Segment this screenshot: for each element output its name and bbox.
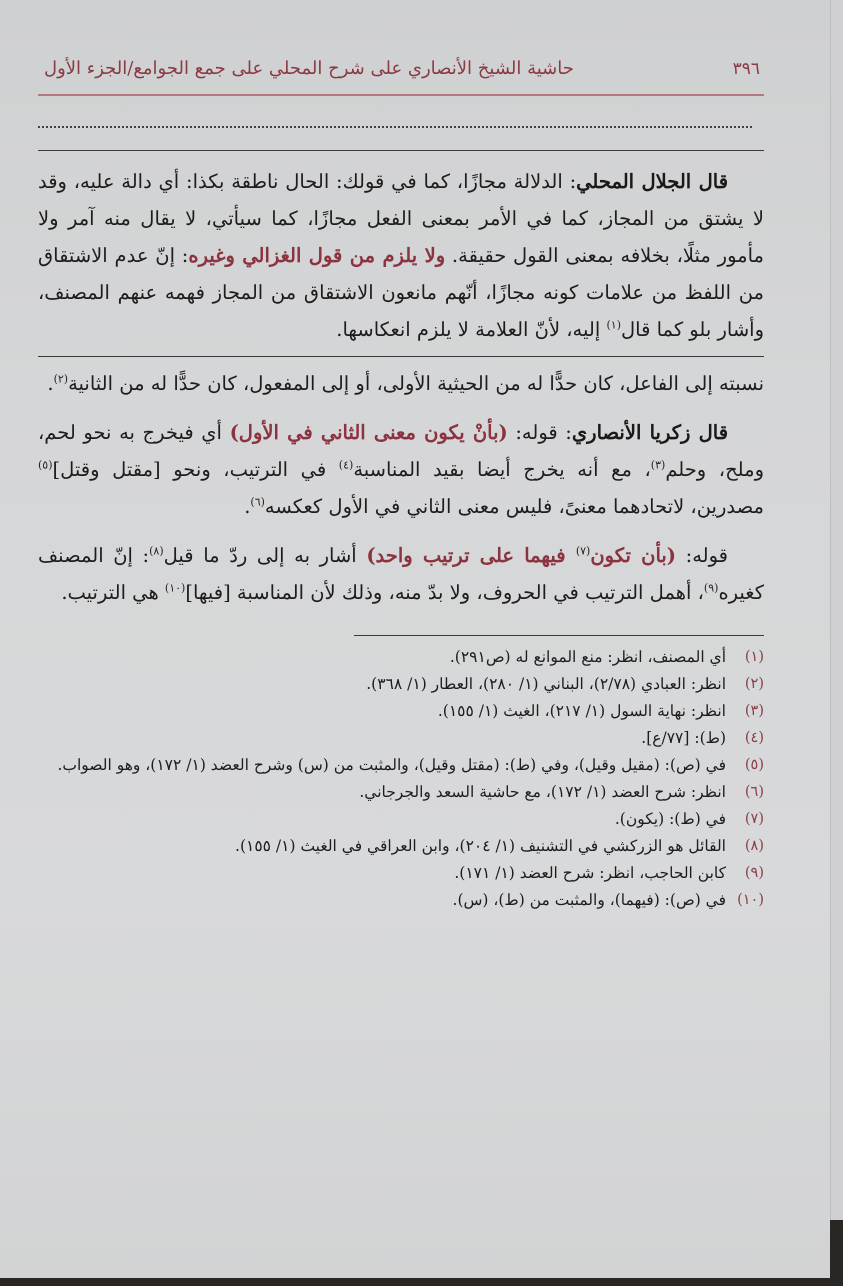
text-run: هي الترتيب. (61, 581, 165, 604)
table-surface (0, 1278, 843, 1286)
footnote-number: (١) (744, 649, 764, 665)
footnote-text: انظر: نهاية السول (١/ ٢١٧)، الغيث (١/ ١٥٥). (437, 702, 726, 720)
footnote-item (38, 779, 764, 806)
footnote-text: كابن الحاجب، انظر: شرح العضد (١/ ١٧١). (454, 864, 726, 882)
footnote-item (38, 833, 764, 860)
quoted-matn: (بأن تكون (590, 544, 677, 567)
text-run: ، أهمل الترتيب في الحروف، ولا بدّ منه، وذلك لأن المناسبة [فيها] (185, 581, 704, 604)
footnote-ref-7[interactable]: (٧) (575, 544, 591, 558)
text-run: قوله: (676, 544, 729, 567)
footnote-number: (٦) (744, 784, 764, 800)
footnote-item (38, 725, 764, 752)
footnote-text: القائل هو الزركشي في التشنيف (١/ ٢٠٤)، وابن العراقي في الغيث (١/ ١٥٥). (235, 837, 726, 855)
text-run: : إنّ المصنف كغيره (38, 544, 764, 604)
text-run: أي فيخرج به نحو لحم، وملح، وحلم (38, 421, 764, 481)
footnote-separator (354, 635, 764, 636)
paragraph-mahalli (38, 163, 764, 348)
header-double-rule (38, 94, 764, 96)
footnote-text: انظر: شرح العضد (١/ ١٧٢)، مع حاشية السعد والجرجاني. (359, 783, 726, 801)
footnote-item (38, 860, 764, 887)
red-emphasis: ولا يلزم من قول الغزالي وغيره (188, 244, 446, 267)
running-title: حاشية الشيخ الأنصاري على شرح المحلي على جمع الجوامع/الجزء الأول (44, 58, 574, 79)
spacer (38, 525, 764, 537)
dotted-separator (38, 126, 752, 128)
footnote-item (38, 887, 764, 914)
footnote-item (38, 698, 764, 725)
footnote-number: (٨) (744, 838, 764, 854)
footnote-number: (٤) (744, 730, 764, 746)
footnote-ref-4[interactable]: (٤) (338, 458, 354, 472)
footnote-text: أي المصنف، انظر: منع الموانع له (ص٢٩١). (449, 648, 726, 666)
text-run: : قوله: (507, 421, 572, 444)
text-run: أشار به إلى ردّ ما قيل (163, 544, 367, 567)
paragraph-qawluhu (38, 537, 764, 611)
footnote-item (38, 644, 764, 671)
text-run: : إنّ عدم الاشتقاق من اللفظ من علامات كونه مجازًا، أنّهم مانعون الاشتقاق من المجاز فهمه عنهم المصنف، وأشار بلو كما قال (38, 244, 764, 341)
footnote-number: (٣) (744, 703, 764, 719)
footnote-text: في (ص): (مقيل وقيل)، وفي (ط): (مقتل وقيل)، والمثبت من (س) وشرح العضد (١/ ١٧٢)، وهو الصواب. (57, 756, 726, 774)
footnote-text: انظر: العبادي (٢/٧٨)، البناني (١/ ٢٨٠)، العطار (١/ ٣٦٨). (366, 675, 726, 693)
footnote-text: في (ط): (يكون). (614, 810, 726, 828)
footnote-ref-9[interactable]: (٩) (703, 581, 719, 595)
running-header (38, 58, 764, 88)
paragraph-continuation (38, 365, 764, 402)
page-number: ٣٩٦ (732, 59, 760, 79)
text-run: ، مع أنه يخرج أيضا بقيد المناسبة (353, 458, 651, 481)
footnote-number: (٩) (744, 865, 764, 881)
page-content (38, 58, 764, 914)
top-rule (38, 150, 764, 151)
paragraph-ansari (38, 414, 764, 525)
footnote-ref-3[interactable]: (٣) (650, 458, 666, 472)
footnote-ref-8[interactable]: (٨) (149, 544, 164, 558)
footnote-text: في (ص): (فيهما)، والمثبت من (ط)، (س). (452, 891, 726, 909)
footnote-number: (٢) (744, 676, 764, 692)
footnote-text: (ط): [٧٧/ع]. (641, 729, 726, 747)
text-run: . (244, 495, 251, 518)
footnote-number: (٥) (744, 757, 764, 773)
text-run: : الدلالة مجازًا، كما في قولك: الحال ناطقة بكذا: أي دالة عليه، وقد لا يشتق من المجاز، كما في الأمر بمعنى الفعل مجازًا، كما سيأتي، لا يقال منه آمر ولا مأمور مثلًا، بخلافه بمعنى القول حقيقة. (38, 170, 765, 267)
text-run: إليه، لأنّ العلامة لا يلزم انعكاسها. (336, 318, 607, 341)
speaker-label: قال الجلال المحلي (576, 170, 729, 193)
text-run: نسبته إلى الفاعل، كان حدًّا له من الحيثية الأولى، أو إلى المفعول، كان حدًّا له من الثانية (68, 372, 764, 395)
text-run: مصدرين، لاتحادهما معنىً، فليس معنى الثاني في الأول كعكسه (264, 495, 764, 518)
footnote-number: (١٠) (737, 892, 764, 908)
footnote-ref-10[interactable]: (١٠) (164, 581, 186, 595)
footnote-number: (٧) (744, 811, 764, 827)
footnote-ref-6[interactable]: (٦) (250, 495, 265, 509)
page-edge-shadow (830, 1220, 843, 1286)
footnote-item (38, 806, 764, 833)
spacer (38, 402, 764, 414)
quoted-matn: (بأنْ يكون معنى الثاني في الأول) (229, 421, 508, 444)
footnote-item (38, 671, 764, 698)
quoted-matn: فيهما على ترتيب واحد) (366, 544, 576, 567)
footnotes (38, 644, 764, 914)
speaker-label: قال زكريا الأنصاري (571, 421, 729, 444)
footnote-ref-5[interactable]: (٥) (38, 458, 53, 472)
text-run: . (47, 372, 54, 395)
footnote-ref-1[interactable]: (١) (606, 318, 621, 332)
section-mahalli (38, 163, 764, 348)
section-rule (38, 356, 764, 357)
footnote-item (38, 752, 764, 779)
footnote-ref-2[interactable]: (٢) (53, 372, 69, 386)
text-run: في الترتيب، ونحو [مقتل وقتل] (52, 458, 339, 481)
